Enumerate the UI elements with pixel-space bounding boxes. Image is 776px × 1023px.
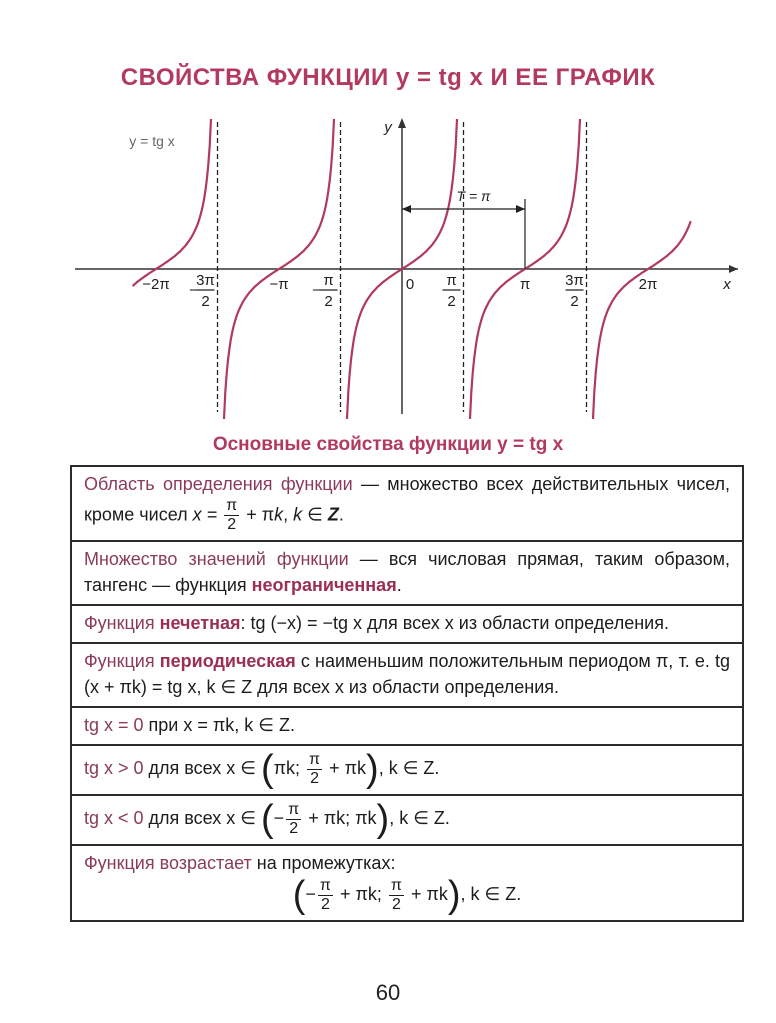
fraction: $\frac{\pi}{2}$ [309,750,321,787]
x-tick-sign: − [312,282,321,299]
row-odd: Функция нечетная: tg (−x) = −tg x для всех x из области определения. [71,605,743,643]
fraction: $\frac{\pi}{2}$ [319,876,331,913]
negative-lead: tg x < 0 [84,807,144,828]
odd-emph: нечетная [159,613,241,633]
range-emph: неограниченная [251,575,397,595]
x-tick-label: −π [269,276,289,293]
fraction: $\frac{\pi}{2}$ [226,497,238,533]
row-zero: tg x = 0 при x = πk, k ∈ Z. [71,707,743,745]
x-tick-denominator: 2 [324,293,333,310]
y-axis-arrow-icon [398,118,406,128]
y-axis-label: y [384,119,392,136]
row-range: Множество значений функции — вся числовая прямая, таким образом, тангенс — функция неограниченная. [71,541,743,605]
x-tick-denominator: 2 [570,293,579,310]
page-number: 60 [375,980,401,1005]
tangent-graph [70,112,750,422]
period-arrow-right-icon [516,205,525,213]
x-tick-label: −2π [142,276,170,293]
row-increasing: Функция возрастает на промежутках: (− $\frac{\pi}{2}$ + πk; $\frac{\pi}{2}$ + πk), k ∈ Z. [71,845,743,921]
periodic-emph: периодическая [159,651,296,671]
tangent-branch [593,221,691,419]
subtitle-formula: y = tg x [497,434,564,455]
properties-table [70,465,744,922]
increasing-lead: Функция возрастает [84,853,252,873]
row-negative: tg x < 0 для всех x ∈ (− $\frac{\pi}{2}$ + πk; πk), k ∈ Z. [71,795,743,845]
legend-label: y = tg x [129,133,175,149]
title-formula: y = tg x [395,64,484,91]
x-tick-label: 0 [405,276,415,293]
increasing-formula: (− $\frac{\pi}{2}$ + πk; $\frac{\pi}{2}$ + πk), k ∈ Z. [292,874,522,916]
row-positive: tg x > 0 для всех x ∈ (πk; $\frac{\pi}{2}$ + πk), k ∈ Z. [71,745,743,795]
fraction: $\frac{\pi}{2}$ [288,800,300,837]
row-domain: Область определения функции — множество всех действительных чисел, кроме чисел x = $\frac{\pi}{2}$ + πk, k ∈ Z. [71,466,743,541]
x-axis-label: x [723,276,731,293]
x-tick-numerator: π [323,272,334,289]
x-tick-numerator: 3π [196,272,215,289]
x-tick-label: 2π [638,276,658,293]
positive-lead: tg x > 0 [84,757,144,778]
x-tick-denominator: 2 [201,293,210,310]
x-tick-numerator: π [446,272,457,289]
row-periodic: Функция периодическая с наименьшим положительным периодом π, т. е. tg (x + πk) = tg x, k ∈ Z для всех x из области определения. [71,643,743,707]
fraction: $\frac{\pi}{2}$ [390,876,402,913]
properties-subtitle: Основные свойства функции y = tg x [212,434,564,455]
period-arrow-left-icon [402,205,411,213]
page-title: СВОЙСТВА ФУНКЦИИ y = tg x И ЕЕ ГРАФИК [120,64,656,91]
x-tick-label: π [519,276,531,293]
x-axis-arrow-icon [729,265,738,273]
x-tick-numerator: 3π [565,272,584,289]
period-label: T = π [456,188,491,204]
zero-lead: tg x = 0 [84,715,144,735]
domain-lead: Область определения функции [84,474,353,494]
range-lead: Множество значений функции [84,549,349,569]
x-tick-sign: − [189,282,198,299]
x-tick-denominator: 2 [447,293,456,310]
